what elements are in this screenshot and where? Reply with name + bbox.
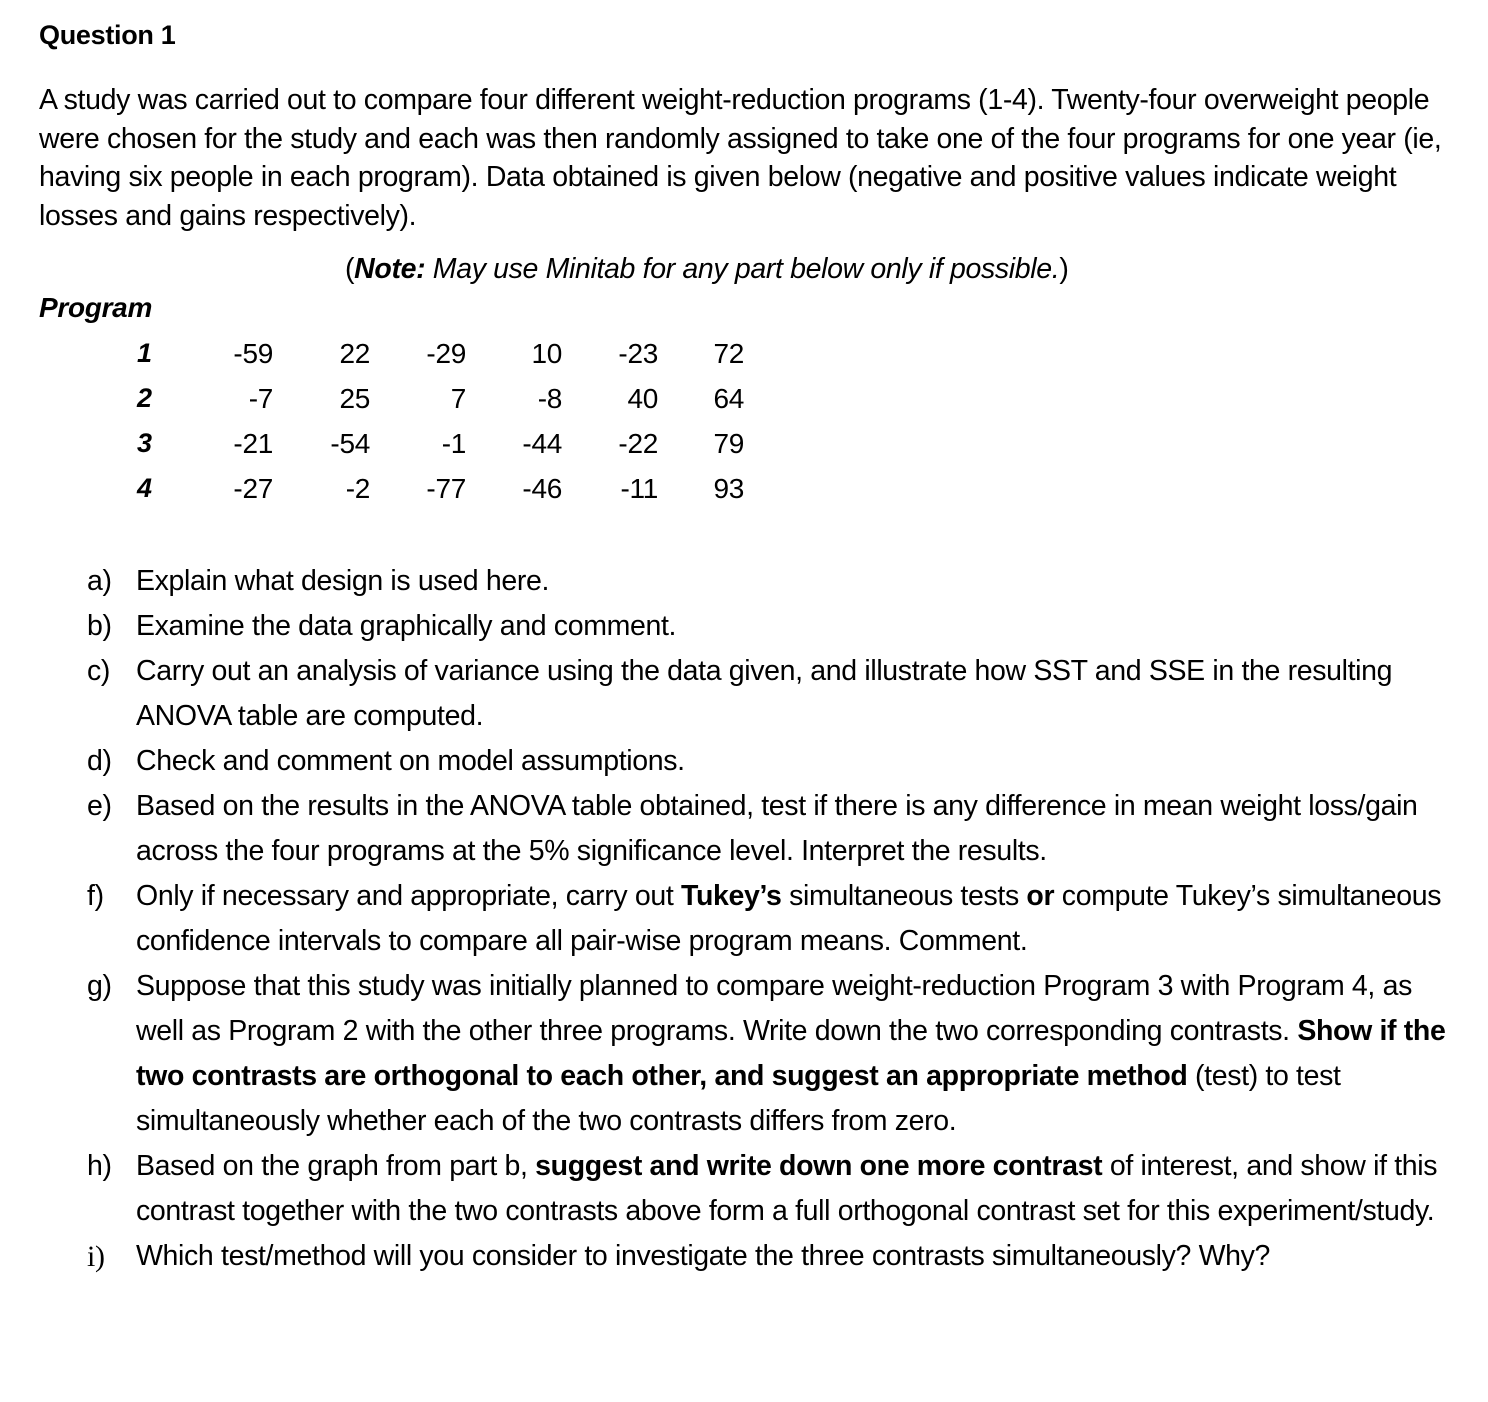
part-text	[136, 1144, 1456, 1234]
part-text-segment: of interest, and show if this contrast together with the two contrasts above form a full orthogonal contrast set for this experiment/study.	[136, 1150, 1438, 1227]
part-marker: h)	[87, 1150, 112, 1182]
table-cell: 40	[627, 383, 658, 414]
table-cell: -2	[345, 473, 370, 504]
part-text-bold: Show if the two contrasts are orthogonal to each other, and suggest an appropriate method	[136, 1015, 1446, 1092]
part-text: Which test/method will you consider to investigate the three contrasts simultaneously? Why?	[136, 1240, 1271, 1272]
part-text: Examine the data graphically and comment.	[136, 610, 677, 642]
table-cell: 79	[713, 428, 744, 459]
intro-paragraph: A study was carried out to compare four different weight-reduction programs (1-4). Twenty-four overweight people were chosen for the study and each was then randomly assigned to take one of the four programs for one year (ie, having six people in each program). Data obtained is given below (negative and positive values indicate weight losses and gains respectively).	[39, 84, 1442, 232]
row-label: 2	[136, 383, 152, 413]
part-text-segment: compute Tukey’s simultaneous confidence intervals to compare all pair-wise program means. Comment.	[136, 880, 1442, 957]
table-cell: 93	[713, 473, 744, 504]
table-header-program: Program	[39, 292, 153, 323]
table-row	[0, 473, 800, 507]
table-cell: 22	[339, 338, 370, 369]
note-label: Note:	[354, 253, 426, 285]
part-marker: i)	[87, 1240, 105, 1273]
table-cell: -54	[330, 428, 370, 459]
part-c	[0, 649, 1488, 739]
part-b	[0, 604, 1488, 649]
part-text-segment: Based on the graph from part b,	[136, 1150, 536, 1182]
part-text-bold: or	[1026, 880, 1055, 912]
table-cell: -29	[426, 338, 466, 369]
part-text: Based on the results in the ANOVA table obtained, test if there is any difference in mean weight loss/gain across the four programs at the 5% significance level. Interpret the results.	[136, 790, 1418, 867]
table-row	[0, 383, 800, 417]
part-f	[0, 874, 1488, 964]
table-cell: -23	[618, 338, 658, 369]
part-marker: a)	[87, 565, 112, 597]
part-text	[136, 964, 1456, 1144]
part-text: Carry out an analysis of variance using the data given, and illustrate how SST and SSE in the resulting ANOVA table are computed.	[136, 655, 1393, 732]
part-a	[0, 559, 1488, 604]
part-text-bold: suggest and write down one more contrast	[535, 1150, 1103, 1182]
row-label: 1	[136, 338, 152, 368]
table-cell: -8	[537, 383, 562, 414]
table-cell: -1	[441, 428, 466, 459]
part-text-segment: Only if necessary and appropriate, carry out	[136, 880, 682, 912]
note-line	[345, 253, 1069, 286]
table-cell: -22	[618, 428, 658, 459]
note-open-paren: (	[345, 253, 355, 285]
part-marker: d)	[87, 745, 112, 777]
part-marker: b)	[87, 610, 112, 642]
part-text	[136, 874, 1456, 964]
table-cell: 72	[713, 338, 744, 369]
table-cell: 64	[713, 383, 744, 414]
part-marker: g)	[87, 970, 112, 1002]
table-cell: -59	[233, 338, 273, 369]
table-cell: -7	[248, 383, 273, 414]
part-marker: e)	[87, 790, 112, 822]
row-label: 4	[136, 473, 152, 503]
part-d	[0, 739, 1488, 784]
part-text-segment: (test) to test simultaneously whether each of the two contrasts differs from zero.	[136, 1060, 1341, 1137]
part-marker: f)	[87, 880, 104, 912]
table-cell: 7	[450, 383, 466, 414]
part-i	[0, 1234, 1488, 1279]
note-text: May use Minitab for any part below only if possible.	[425, 253, 1060, 285]
part-e	[0, 784, 1488, 874]
part-text: Explain what design is used here.	[136, 565, 550, 597]
table-cell: -21	[233, 428, 273, 459]
table-cell: 10	[531, 338, 562, 369]
table-cell: -44	[522, 428, 562, 459]
part-g	[0, 964, 1488, 1144]
table-cell: -77	[426, 473, 466, 504]
table-cell: 25	[339, 383, 370, 414]
part-text-segment: Suppose that this study was initially planned to compare weight-reduction Program 3 with Program 4, as well as Program 2 with the other three programs. Write down the two corresponding contrasts.	[136, 970, 1412, 1047]
question-title: Question 1	[39, 20, 176, 50]
part-text-segment: simultaneous tests	[781, 880, 1027, 912]
note-close-paren: )	[1059, 253, 1069, 285]
part-text: Check and comment on model assumptions.	[136, 745, 685, 777]
table-row	[0, 338, 800, 372]
table-cell: -46	[522, 473, 562, 504]
part-h	[0, 1144, 1488, 1234]
part-marker: c)	[87, 655, 111, 687]
table-cell: -11	[620, 473, 658, 504]
question-parts-list	[0, 559, 1488, 1279]
table-row	[0, 428, 800, 462]
part-text-bold: Tukey’s	[681, 880, 782, 912]
table-cell: -27	[233, 473, 273, 504]
row-label: 3	[136, 428, 152, 458]
